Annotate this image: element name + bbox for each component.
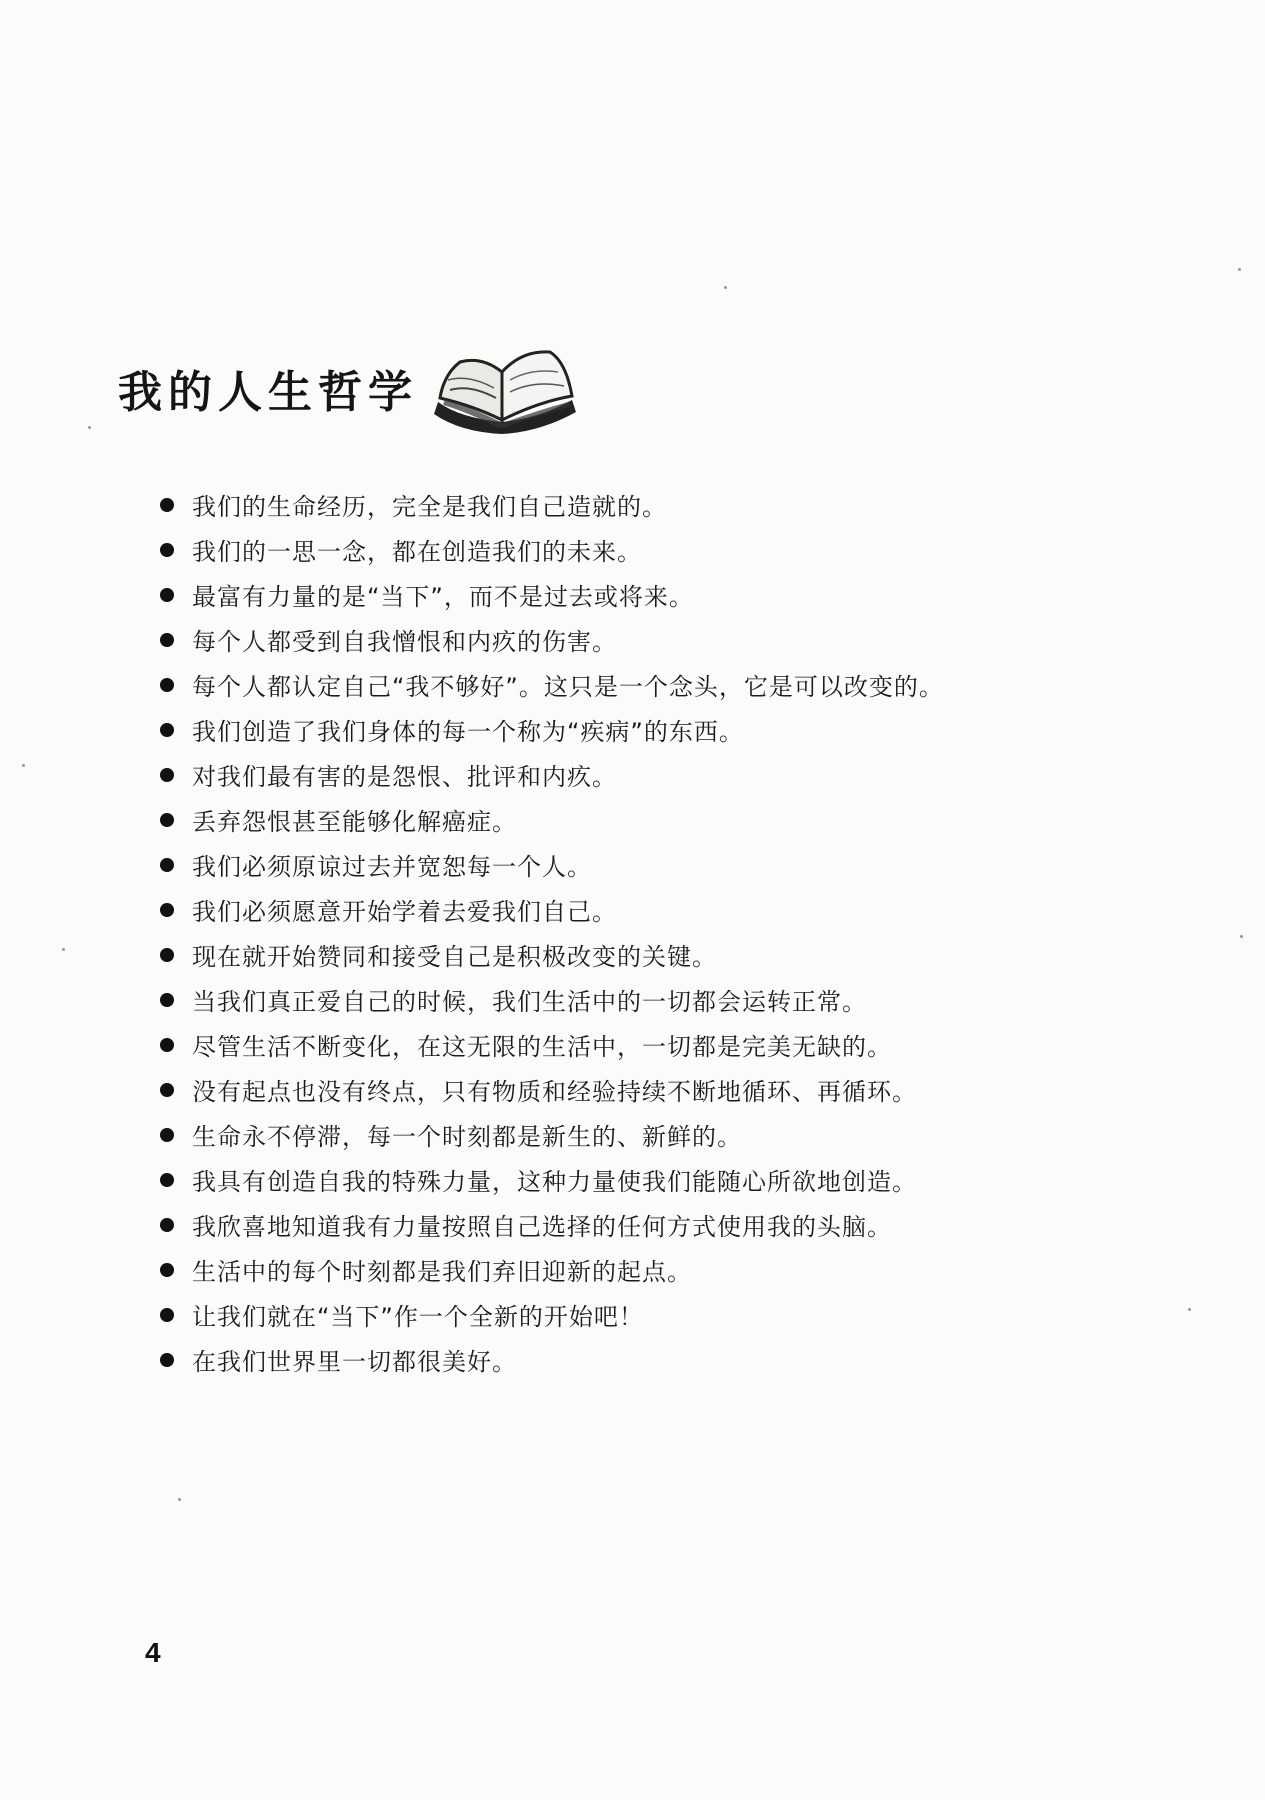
scan-speck xyxy=(178,1498,181,1501)
bullet-icon xyxy=(160,723,174,737)
heading xyxy=(118,338,580,438)
list-item-text: 最富有力量的是“当下”，而不是过去或将来。 xyxy=(192,583,694,611)
list-item-text: 我们必须原谅过去并宽恕每一个人。 xyxy=(192,853,592,881)
bullet-icon xyxy=(160,588,174,602)
list-item-text: 丢弃怨恨甚至能够化解癌症。 xyxy=(192,808,517,836)
list-item-text: 生命永不停滞，每一个时刻都是新生的、新鲜的。 xyxy=(192,1123,742,1151)
list-item-text: 当我们真正爱自己的时候，我们生活中的一切都会运转正常。 xyxy=(192,988,867,1016)
list-item xyxy=(160,527,944,572)
list-item xyxy=(160,1112,944,1157)
bullet-icon xyxy=(160,768,174,782)
open-book-icon xyxy=(430,340,580,436)
list-item-text: 每个人都认定自己“我不够好”。这只是一个念头，它是可以改变的。 xyxy=(192,673,944,701)
list-item-text: 对我们最有害的是怨恨、批评和内疚。 xyxy=(192,763,617,791)
bullet-icon xyxy=(160,903,174,917)
list-item-text: 我们创造了我们身体的每一个称为“疾病”的东西。 xyxy=(192,718,744,746)
scan-speck xyxy=(1240,935,1243,938)
list-item-text: 我欣喜地知道我有力量按照自己选择的任何方式使用我的头脑。 xyxy=(192,1213,892,1241)
list-item xyxy=(160,1247,944,1292)
list-item xyxy=(160,752,944,797)
list-item xyxy=(160,842,944,887)
bullet-icon xyxy=(160,1263,174,1277)
bullet-icon xyxy=(160,1128,174,1142)
list-item xyxy=(160,932,944,977)
page-number: 4 xyxy=(145,1637,161,1668)
bullet-icon xyxy=(160,813,174,827)
list-item xyxy=(160,482,944,527)
list-item-text: 每个人都受到自我憎恨和内疚的伤害。 xyxy=(192,628,617,656)
list-item xyxy=(160,572,944,617)
list-item xyxy=(160,1157,944,1202)
list-item-text: 让我们就在“当下”作一个全新的开始吧！ xyxy=(192,1303,644,1331)
list-item xyxy=(160,1067,944,1112)
bullet-icon xyxy=(160,543,174,557)
list-item xyxy=(160,797,944,842)
bullet-icon xyxy=(160,498,174,512)
list-item-text: 现在就开始赞同和接受自己是积极改变的关键。 xyxy=(192,943,717,971)
scan-speck xyxy=(88,426,91,429)
page-title: 我的人生哲学 xyxy=(118,367,418,418)
scan-speck xyxy=(724,286,727,289)
bullet-icon xyxy=(160,678,174,692)
list-item-text: 在我们世界里一切都很美好。 xyxy=(192,1348,517,1376)
list-item-text: 我们的一思一念，都在创造我们的未来。 xyxy=(192,538,642,566)
list-item xyxy=(160,1202,944,1247)
bullet-icon xyxy=(160,858,174,872)
list-item-text: 没有起点也没有终点，只有物质和经验持续不断地循环、再循环。 xyxy=(192,1078,917,1106)
list-item-text: 我们必须愿意开始学着去爱我们自己。 xyxy=(192,898,617,926)
list-item xyxy=(160,1022,944,1067)
list-item-text: 我具有创造自我的特殊力量，这种力量使我们能随心所欲地创造。 xyxy=(192,1168,917,1196)
list-item xyxy=(160,662,944,707)
scan-speck xyxy=(62,948,65,951)
bullet-icon xyxy=(160,1083,174,1097)
bullet-icon xyxy=(160,1038,174,1052)
list-item xyxy=(160,977,944,1022)
list-item xyxy=(160,617,944,662)
list-item-text: 尽管生活不断变化，在这无限的生活中，一切都是完美无缺的。 xyxy=(192,1033,892,1061)
bullet-icon xyxy=(160,1218,174,1232)
list-item xyxy=(160,1337,944,1382)
bullet-icon xyxy=(160,633,174,647)
scan-speck xyxy=(1188,1308,1191,1311)
scan-speck xyxy=(22,764,25,767)
bullet-icon xyxy=(160,1353,174,1367)
list-item xyxy=(160,1292,944,1337)
list-item xyxy=(160,887,944,932)
list-item-text: 生活中的每个时刻都是我们弃旧迎新的起点。 xyxy=(192,1258,692,1286)
philosophy-list xyxy=(160,482,944,1382)
list-item-text: 我们的生命经历，完全是我们自己造就的。 xyxy=(192,493,667,521)
bullet-icon xyxy=(160,1308,174,1322)
bullet-icon xyxy=(160,993,174,1007)
scan-speck xyxy=(1238,268,1241,271)
list-item xyxy=(160,707,944,752)
bullet-icon xyxy=(160,1173,174,1187)
bullet-icon xyxy=(160,948,174,962)
